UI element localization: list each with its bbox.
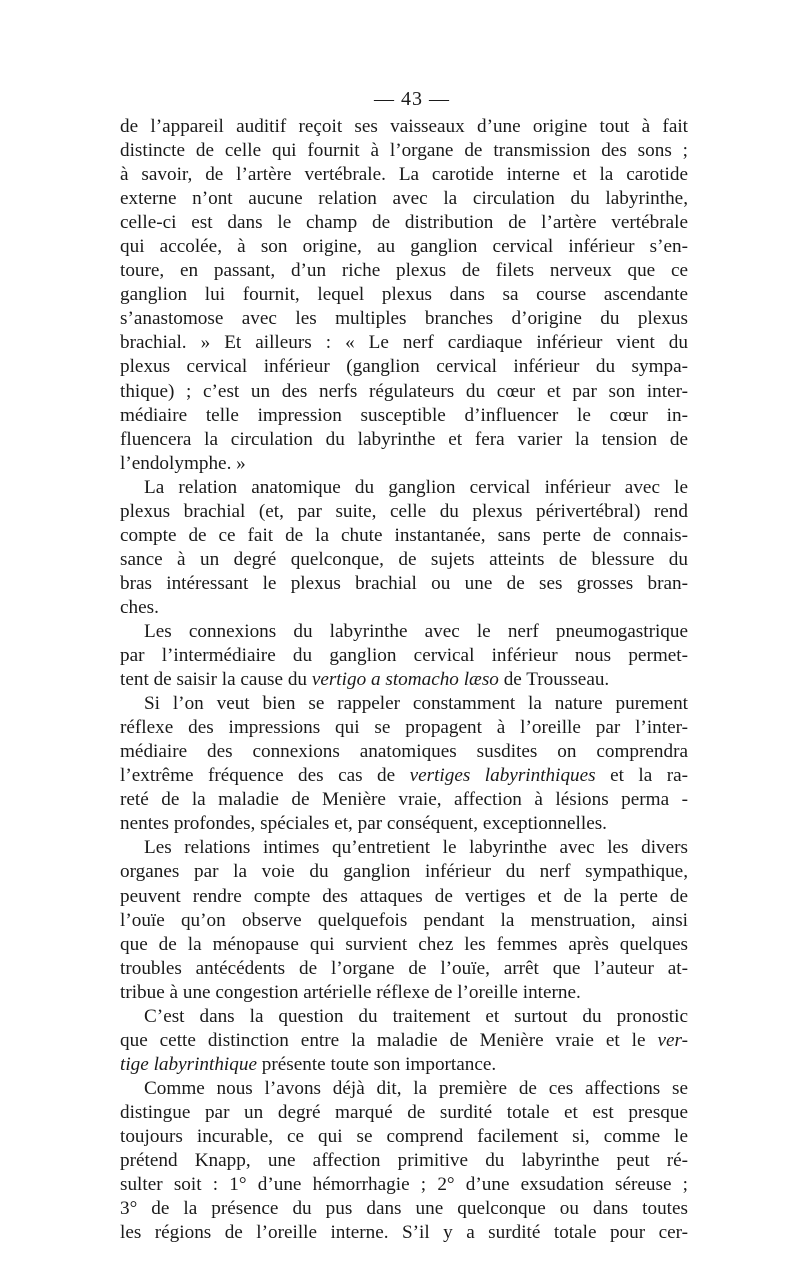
italic-phrase: vertigo a stomacho læso: [311, 669, 499, 691]
text-line: tige labyrinthique présente toute son importance.: [120, 1053, 497, 1075]
text-line: plexus brachial (et, par suite, celle du plexus périvertébral) rend: [120, 500, 688, 522]
text-line: l’endolymphe. »: [120, 452, 246, 474]
italic-phrase: ver-: [657, 1029, 688, 1051]
text-line: médiaire des connexions anatomiques susdites on comprendra: [120, 741, 688, 763]
text-line: sance à un degré quelconque, de sujets atteints de blessure du: [120, 548, 688, 570]
text-line: reté de la maladie de Menière vraie, affection à lésions perma -: [120, 789, 688, 811]
text-line: à savoir, de l’artère vertébrale. La carotide interne et la carotide: [120, 164, 688, 186]
text-line: distingue par un degré marqué de surdité totale et est presque: [120, 1101, 688, 1123]
text-line: La relation anatomique du ganglion cervical inférieur avec le: [144, 476, 688, 498]
text-line: distincte de celle qui fournit à l’organe de transmission des sons ;: [120, 140, 688, 162]
body-text: [120, 115, 688, 1245]
text-line: que de la ménopause qui survient chez les femmes après quelques: [120, 933, 688, 955]
text-line: toure, en passant, d’un riche plexus de filets nerveux que ce: [120, 260, 688, 282]
text-line: qui accolée, à son origine, au ganglion cervical inférieur s’en-: [120, 236, 688, 258]
text-line: réflexe des impressions qui se propagent à l’oreille par l’inter-: [120, 717, 688, 739]
text-line: prétend Knapp, une affection primitive du labyrinthe peut ré-: [120, 1150, 688, 1172]
text-line: par l’intermédiaire du ganglion cervical inférieur nous permet-: [120, 645, 688, 667]
text-line: s’anastomose avec les multiples branches d’origine du plexus: [120, 308, 688, 330]
text-line: ganglion lui fournit, lequel plexus dans sa course ascendante: [120, 284, 688, 306]
page-number: — 43 —: [374, 88, 450, 110]
text-line: fluencera la circulation du labyrinthe et fera varier la tension de: [120, 428, 688, 450]
text-line: Les connexions du labyrinthe avec le nerf pneumogastrique: [144, 620, 688, 642]
text-line: l’extrême fréquence des cas de vertiges labyrinthiques et la ra-: [120, 765, 688, 787]
text-line: 3° de la présence du pus dans une quelconque ou dans toutes: [120, 1198, 688, 1220]
text-line: ches.: [120, 596, 159, 618]
text-line: troubles antécédents de l’organe de l’ouïe, arrêt que l’auteur at-: [120, 957, 688, 979]
text-line: médiaire telle impression susceptible d’influencer le cœur in-: [120, 404, 688, 426]
text-line: que cette distinction entre la maladie de Menière vraie et le ver-: [120, 1029, 688, 1051]
text-line: toujours incurable, ce qui se comprend facilement si, comme le: [120, 1125, 688, 1147]
text-line: plexus cervical inférieur (ganglion cervical inférieur du sympa-: [120, 356, 688, 378]
italic-phrase: vertiges labyrinthiques: [409, 765, 596, 787]
italic-phrase: tige labyrinthique: [120, 1053, 257, 1075]
text-line: tribue à une congestion artérielle réflexe de l’oreille interne.: [120, 981, 581, 1003]
text-line: externe n’ont aucune relation avec la circulation du labyrinthe,: [120, 188, 688, 210]
text-line: brachial. » Et ailleurs : « Le nerf cardiaque inférieur vient du: [120, 332, 688, 354]
text-line: organes par la voie du ganglion inférieur du nerf sympathique,: [120, 861, 688, 883]
text-line: thique) ; c’est un des nerfs régulateurs du cœur et par son inter-: [120, 380, 688, 402]
text-line: bras intéressant le plexus brachial ou une de ses grosses bran-: [120, 572, 688, 594]
text-line: C’est dans la question du traitement et surtout du pronostic: [144, 1005, 688, 1027]
text-line: compte de ce fait de la chute instantanée, sans perte de connais-: [120, 524, 688, 546]
text-line: l’ouïe qu’on observe quelquefois pendant la menstruation, ainsi: [120, 909, 688, 931]
text-line: peuvent rendre compte des attaques de vertiges et de la perte de: [120, 885, 688, 907]
text-line: Les relations intimes qu’entretient le labyrinthe avec les divers: [144, 837, 688, 859]
text-line: tent de saisir la cause du vertigo a stomacho læso de Trousseau.: [120, 669, 610, 691]
text-line: Comme nous l’avons déjà dit, la première de ces affections se: [144, 1077, 688, 1099]
text-line: les régions de l’oreille interne. S’il y a surdité totale pour cer-: [120, 1222, 688, 1244]
text-line: sulter soit : 1° d’une hémorrhagie ; 2° d’une exsudation séreuse ;: [120, 1174, 688, 1196]
text-line: celle-ci est dans le champ de distribution de l’artère vertébrale: [120, 212, 688, 234]
text-line: Si l’on veut bien se rappeler constamment la nature purement: [144, 693, 688, 715]
text-line: de l’appareil auditif reçoit ses vaisseaux d’une origine tout à fait: [120, 116, 688, 137]
text-line: nentes profondes, spéciales et, par conséquent, exceptionnelles.: [120, 813, 607, 835]
